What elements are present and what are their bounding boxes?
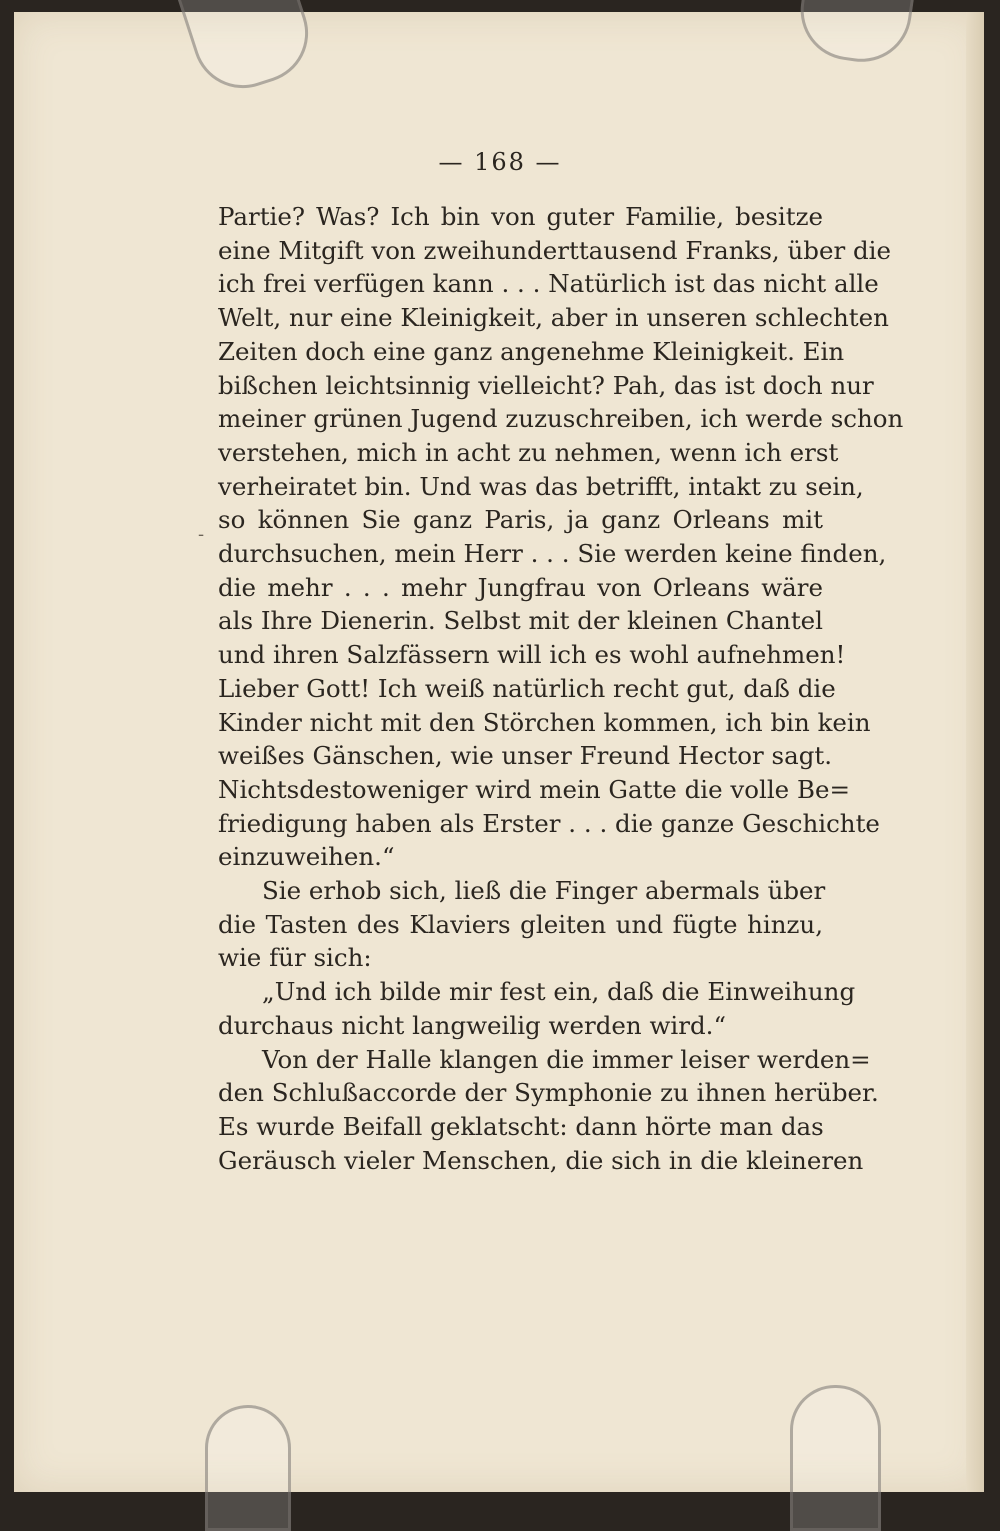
text-line: „Und ich bilde mir fest ein, daß die Einweihung [262,977,856,1007]
text-line: Geräusch vieler Menschen, die sich in die kleineren [218,1145,864,1175]
text-line: Von der Halle klangen die immer leiser werden= [262,1044,871,1074]
text-line: verstehen, mich in acht zu nehmen, wenn ich erst [218,437,839,467]
text-line: und ihren Salzfässern will ich es wohl aufnehmen! [218,640,846,670]
text-line: Es wurde Beifall geklatscht: dann hörte man das [218,1111,824,1141]
text-line: durchsuchen, mein Herr . . . Sie werden keine finden, [218,539,887,569]
page-clip-bottom-right [790,1385,881,1531]
body-text [218,200,904,1177]
text-line: bißchen leichtsinnig vielleicht? Pah, das ist doch nur [218,370,874,400]
text-line: durchaus nicht langweilig werden wird.“ [218,1010,726,1040]
text-line: die Tasten des Klaviers gleiten und fügte hinzu, [218,909,823,939]
page-edge [966,12,984,1492]
margin-mark: - [198,524,205,545]
page-clip-bottom-left [205,1405,291,1531]
text-line: wie für sich: [218,943,372,973]
text-line: ich frei verfügen kann . . . Natürlich ist das nicht alle [218,269,879,299]
text-line: verheiratet bin. Und was das betrifft, intakt zu sein, [218,471,864,501]
text-line: Lieber Gott! Ich weiß natürlich recht gut, daß die [218,673,836,703]
text-line: einzuweihen.“ [218,842,395,872]
text-line: friedigung haben als Erster . . . die ganze Geschichte [218,808,880,838]
text-line: weißes Gänschen, wie unser Freund Hector sagt. [218,741,833,771]
text-line: Nichtsdestoweniger wird mein Gatte die volle Be= [218,774,850,804]
text-line: Kinder nicht mit den Störchen kommen, ich bin kein [218,707,871,737]
text-line: die mehr . . . mehr Jungfrau von Orleans wäre [218,572,823,602]
text-line: den Schlußaccorde der Symphonie zu ihnen herüber. [218,1078,879,1108]
text-line: Welt, nur eine Kleinigkeit, aber in unseren schlechten [218,303,889,333]
text-line: so können Sie ganz Paris, ja ganz Orleans mit [218,505,823,535]
page-number: — 168 — [438,148,562,176]
text-line: meiner grünen Jugend zuzuschreiben, ich werde schon [218,404,904,434]
text-line: als Ihre Dienerin. Selbst mit der kleinen Chantel [218,606,823,636]
text-line: Zeiten doch eine ganz angenehme Kleinigkeit. Ein [218,336,845,366]
text-line: eine Mitgift von zweihunderttausend Franks, über die [218,235,891,265]
text-line: Partie? Was? Ich bin von guter Familie, besitze [218,202,823,231]
text-line: Sie erhob sich, ließ die Finger abermals über [262,876,826,906]
